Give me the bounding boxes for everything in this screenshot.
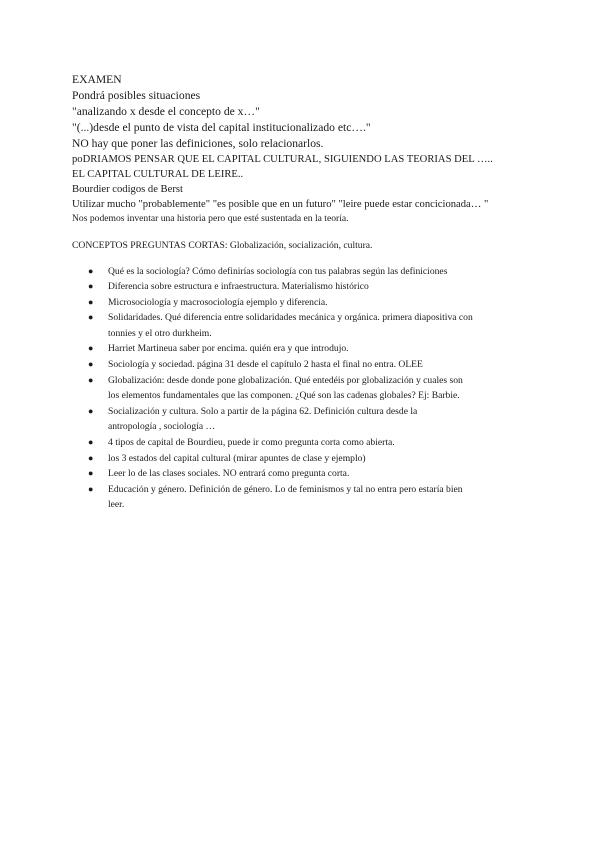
list-item [72,357,532,373]
list-item [72,310,532,341]
text-line: Bourdier codigos de Berst [72,184,183,195]
list-item [72,341,532,357]
text-line: poDRIAMOS PENSAR QUE EL CAPITAL CULTURAL, SIGUIENDO LAS TEORIAS DEL ….. [72,154,493,165]
bullet-icon: ● [88,374,94,385]
list-item [72,435,532,451]
list-item-text: los elementos fundamentales que las componen. ¿Qué son las cadenas globales? Ej: Barbie. [108,390,460,402]
list-item-text: Diferencia sobre estructura e infraestructura. Materialismo histórico [108,281,369,293]
list-item-text: Leer lo de las clases sociales. NO entrará como pregunta corta. [108,468,350,480]
concepts-heading: CONCEPTOS PREGUNTAS CORTAS: Globalización, socialización, cultura. [72,239,373,251]
text-line: NO hay que poner las definiciones, solo relacionarlos. [72,137,324,150]
list-item [72,404,532,435]
list-item [72,451,532,467]
list-item-text: Sociología y sociedad. página 31 desde el capítulo 2 hasta el final no entra. OLEE [108,359,423,371]
text-line: Nos podemos inventar una historia pero que esté sustentada en la teoría. [72,213,349,224]
document-title: EXAMEN [72,73,122,86]
text-line: "(...)desde el punto de vista del capital institucionalizado etc…." [72,121,371,134]
bullet-icon: ● [88,312,94,323]
bullet-icon: ● [88,437,94,448]
list-item-text: tonnies y el otro durkheim. [108,327,212,339]
text-line: Pondrá posibles situaciones [72,89,201,102]
list-item-text: 4 tipos de capital de Bourdieu, puede ir como pregunta corta como abierta. [108,437,395,449]
list-item-text: Microsociología y macrosociología ejemplo y diferencia. [108,296,328,308]
bullet-icon: ● [88,343,94,354]
list-item-text: antropología , sociología … [108,421,216,433]
spacer [72,227,532,239]
document-page [72,72,532,513]
bullet-icon: ● [88,483,94,494]
text-line: "analizando x desde el concepto de x…" [72,105,260,118]
list-item-text: Harriet Martineua saber por encima. quién era y que introdujo. [108,343,349,355]
list-item [72,373,532,404]
bullet-icon: ● [88,405,94,416]
bullet-icon: ● [88,281,94,292]
list-item [72,295,532,311]
text-line: Utilizar mucho "probablemente" "es posible que en un futuro" "leire puede estar concicionada… " [72,199,489,210]
list-item [72,482,532,513]
list-item-text: Socialización y cultura. Solo a partir de la página 62. Definición cultura desde la [108,405,418,417]
list-item [72,466,532,482]
list-item-text: los 3 estados del capital cultural (mirar apuntes de clase y ejemplo) [108,452,366,464]
bullet-icon: ● [88,468,94,479]
list-item-text: leer. [108,499,125,511]
bullet-icon: ● [88,265,94,276]
list-item-text: Qué es la sociología? Cómo definirías sociología con tus palabras según las definiciones [108,265,448,277]
list-item [72,264,532,280]
bullet-list [72,264,532,514]
list-item-text: Educación y género. Definición de género. Lo de feminismos y tal no entra pero estaría bien [108,483,463,495]
list-item-text: Globalización: desde donde pone globalización. Qué entedéis por globalización y cuales son [108,374,463,386]
list-item [72,279,532,295]
bullet-icon: ● [88,359,94,370]
bullet-icon: ● [88,296,94,307]
text-line: EL CAPITAL CULTURAL DE LEIRE.. [72,169,244,180]
list-item-text: Solidaridades. Qué diferencia entre solidaridades mecánica y orgánica. primera diapositiva con [108,312,473,324]
bullet-icon: ● [88,452,94,463]
